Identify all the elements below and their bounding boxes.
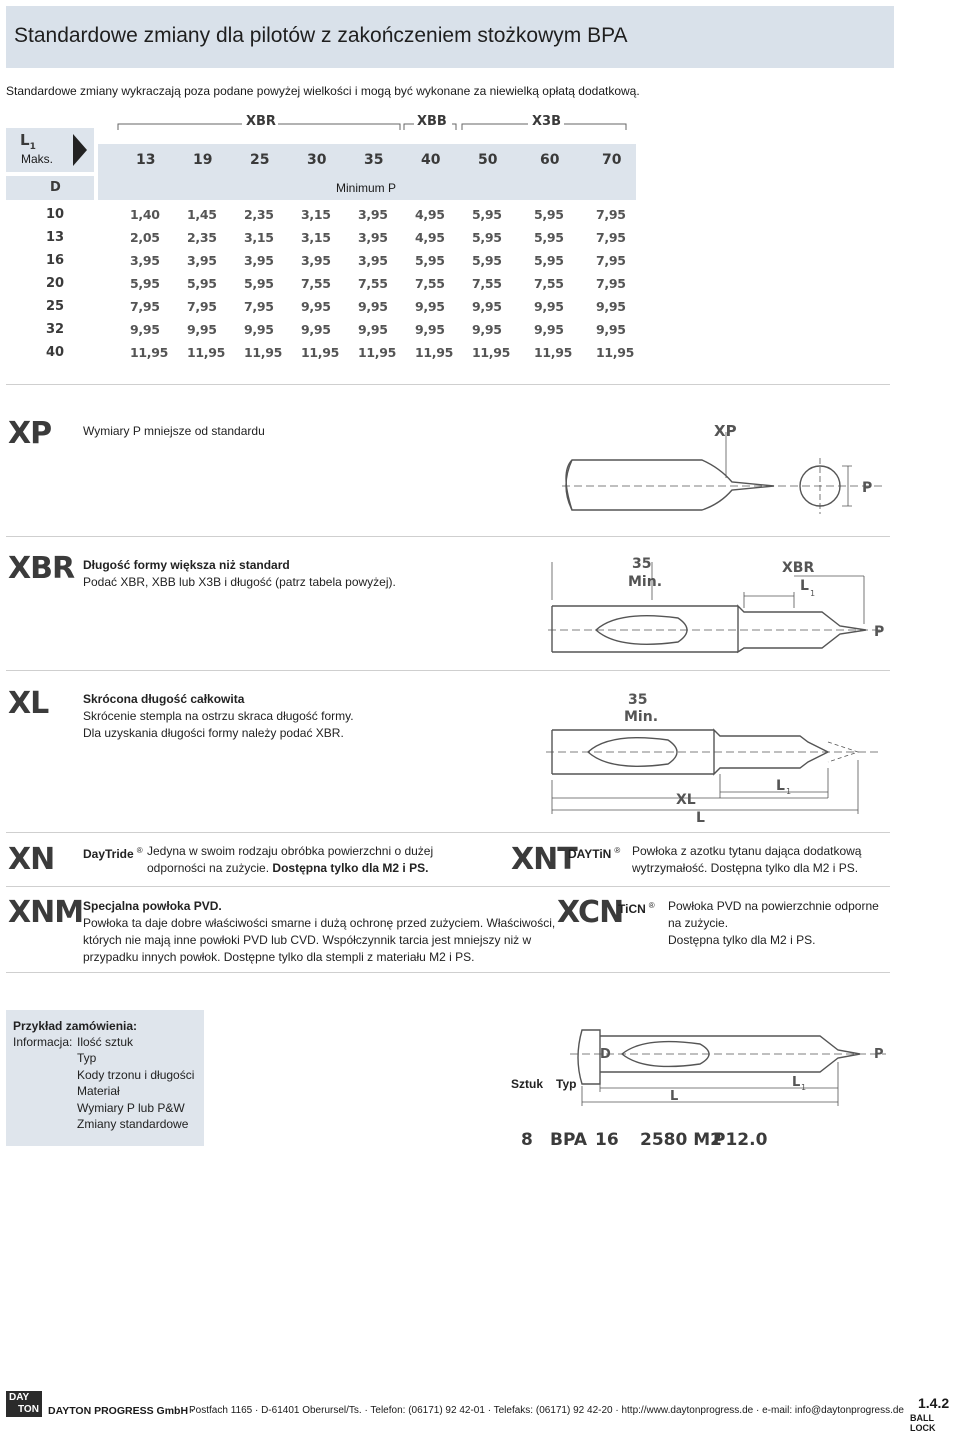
column-header: 19	[193, 152, 213, 168]
table-cell: 11,95	[187, 345, 226, 360]
xcn-code: XCN	[557, 895, 624, 930]
table-cell: 11,95	[244, 345, 283, 360]
xp-code: XP	[8, 416, 52, 451]
table-cell: 9,95	[472, 299, 502, 314]
table-cell: 3,95	[130, 253, 160, 268]
order-example-p: P12.0	[713, 1130, 768, 1150]
arrow-right-icon	[70, 132, 90, 168]
divider	[6, 384, 890, 385]
maks-label: Maks.	[21, 152, 54, 166]
table-cell: 7,95	[244, 299, 274, 314]
xnm-text-2: których nie mają inne powłoki PVD lub CVD. Współczynnik tarcia jest mniejszy niż w	[83, 933, 532, 947]
d-label: D	[50, 180, 61, 195]
footer-address: Postfach 1165 · D-61401 Oberursel/Ts. · Telefon: (06171) 92 42-01 · Telefaks: (06171) 92 42-20 · http://www.daytonprogress.de · e-mail: info@daytonprogress.de	[189, 1405, 904, 1416]
group-x3b: X3B	[532, 114, 561, 129]
table-cell: 1,45	[187, 207, 217, 222]
table-cell: 7,95	[596, 253, 626, 268]
table-cell: 11,95	[415, 345, 454, 360]
order-item-1: Ilość sztuk	[77, 1035, 134, 1049]
table-cell: 5,95	[187, 276, 217, 291]
xl-code: XL	[8, 686, 49, 721]
order-item-5: Wymiary P lub P&W	[77, 1101, 185, 1115]
footer-company: DAYTON PROGRESS GmbH ·	[48, 1405, 195, 1417]
table-cell: 9,95	[596, 299, 626, 314]
table-cell: 5,95	[472, 253, 502, 268]
table-cell: 11,95	[130, 345, 169, 360]
order-example-diameter: 16	[595, 1130, 619, 1150]
table-cell: 5,95	[472, 230, 502, 245]
table-cell: 3,15	[301, 207, 331, 222]
table-cell: 7,55	[301, 276, 331, 291]
table-cell: 7,55	[472, 276, 502, 291]
section-name: BALL LOCK	[910, 1413, 936, 1433]
table-cell: 3,95	[187, 253, 217, 268]
table-cell: 7,95	[187, 299, 217, 314]
table-cell: 3,95	[301, 253, 331, 268]
xl-fig-l1-sub: 1	[786, 787, 792, 796]
xl-fig-l1: L	[776, 778, 785, 794]
order-fig-l: L	[670, 1089, 679, 1104]
xnt-desc-1: Powłoka z azotku tytanu dająca dodatkową	[632, 844, 862, 858]
divider	[6, 886, 890, 887]
xp-drawing	[552, 412, 888, 524]
title-bar	[6, 6, 894, 68]
order-fig-d: D	[600, 1047, 611, 1062]
table-cell: 9,95	[534, 322, 564, 337]
divider	[6, 536, 890, 537]
table-cell: 7,55	[358, 276, 388, 291]
xn-desc-2: odporności na zużycie. Dostępna tylko dla M2 i PS.	[147, 861, 429, 875]
table-cell: 2,35	[187, 230, 217, 245]
order-sztuk-label: Sztuk	[511, 1077, 544, 1091]
order-heading: Przykład zamówienia:	[13, 1019, 138, 1033]
table-cell: 7,55	[534, 276, 564, 291]
table-cell: 3,15	[301, 230, 331, 245]
order-item-3: Kody trzonu i długości	[77, 1068, 195, 1082]
page-title: Standardowe zmiany dla pilotów z zakończeniem stożkowym BPA	[14, 24, 628, 47]
table-cell: 9,95	[415, 299, 445, 314]
xbr-text: Podać XBR, XBB lub X3B i długość (patrz tabela powyżej).	[83, 575, 396, 589]
table-cell: 9,95	[534, 299, 564, 314]
table-cell: 9,95	[301, 322, 331, 337]
table-cell: 5,95	[244, 276, 274, 291]
divider	[6, 670, 890, 671]
xl-text-1: Skrócenie stempla na ostrzu skraca długość formy.	[83, 709, 354, 723]
table-cell: 3,15	[244, 230, 274, 245]
xnt-desc-2: wytrzymałość. Dostępna tylko dla M2 i PS.	[632, 861, 859, 875]
xn-desc-1: Jedyna w swoim rodzaju obróbka powierzchni o dużej	[147, 844, 434, 858]
table-cell: 11,95	[472, 345, 511, 360]
table-cell: 5,95	[130, 276, 160, 291]
xbr-fig-label: XBR	[782, 560, 815, 576]
table-cell: 9,95	[596, 322, 626, 337]
xl-heading: Skrócona długość całkowita	[83, 692, 245, 706]
xl-fig-xl: XL	[676, 792, 696, 808]
xcn-desc-1: Powłoka PVD na powierzchnie odporne	[668, 899, 879, 913]
table-cell: 3,95	[358, 253, 388, 268]
order-example-box	[6, 1010, 204, 1146]
table-cell: 7,95	[596, 230, 626, 245]
xl-text-2: Dla uzyskania długości formy należy podać XBR.	[83, 726, 344, 740]
xbr-fig-p: P	[874, 624, 885, 640]
order-fig-p: P	[874, 1047, 884, 1062]
order-item-4: Materiał	[77, 1084, 120, 1098]
table-cell: 9,95	[301, 299, 331, 314]
table-cell: 5,95	[534, 207, 564, 222]
column-header: 40	[421, 152, 441, 168]
column-header: 35	[364, 152, 384, 168]
order-item-6: Zmiany standardowe	[77, 1117, 189, 1131]
xnm-text-3: przypadku innych powłok. Dostępne tylko dla stempli z materiału M2 i PS.	[83, 950, 475, 964]
table-cell: 11,95	[358, 345, 397, 360]
xp-fig-p: P	[862, 480, 873, 496]
table-cell: 11,95	[301, 345, 340, 360]
column-header: 25	[250, 152, 270, 168]
l1-label: $L_1$	[20, 131, 36, 152]
xbr-fig-min1: 35	[632, 556, 652, 572]
xl-fig-min1: 35	[628, 692, 648, 708]
table-cell: 5,95	[534, 230, 564, 245]
table-cell: 9,95	[415, 322, 445, 337]
table-cell: 3,95	[358, 230, 388, 245]
xbr-fig-l-sub: 1	[810, 589, 816, 598]
table-cell: 7,55	[415, 276, 445, 291]
table-cell: 9,95	[358, 322, 388, 337]
table-cell: 1,40	[130, 207, 160, 222]
order-item-2: Typ	[77, 1051, 97, 1065]
table-cell: 3,95	[358, 207, 388, 222]
group-xbb: XBB	[417, 114, 447, 129]
xcn-desc-2: na zużycie.	[668, 916, 729, 930]
order-drawing	[570, 1022, 890, 1118]
table-cell: 9,95	[244, 322, 274, 337]
xbr-fig-l: L	[800, 578, 809, 594]
order-fig-l1-sub: 1	[801, 1083, 807, 1092]
xp-fig-label: XP	[714, 422, 737, 440]
xcn-name: TiCN ®	[618, 901, 655, 916]
xbr-heading: Długość formy większa niż standard	[83, 558, 290, 572]
table-cell: 2,35	[244, 207, 274, 222]
table-cell: 7,95	[596, 276, 626, 291]
table-cell: 9,95	[358, 299, 388, 314]
minimum-p-table	[6, 114, 640, 368]
row-d-value: 25	[46, 299, 65, 314]
xbr-fig-min2: Min.	[628, 574, 663, 590]
column-header: 50	[478, 152, 498, 168]
column-header: 60	[540, 152, 560, 168]
group-xbr: XBR	[246, 114, 276, 129]
table-cell: 3,95	[244, 253, 274, 268]
table-cell: 9,95	[187, 322, 217, 337]
table-cell: 9,95	[472, 322, 502, 337]
row-d-value: 40	[46, 345, 65, 360]
row-d-value: 13	[46, 230, 65, 245]
table-cell: 5,95	[415, 253, 445, 268]
table-cell: 5,95	[534, 253, 564, 268]
order-fig-l1: L	[792, 1075, 801, 1090]
xn-name: DayTride ®	[83, 846, 143, 861]
table-cell: 11,95	[596, 345, 635, 360]
xnt-name: DAYTiN ®	[568, 846, 621, 861]
order-typ-label: Typ	[556, 1077, 577, 1091]
column-header: 30	[307, 152, 327, 168]
xl-fig-l: L	[696, 810, 705, 826]
page-number: 1.4.2	[918, 1395, 950, 1411]
table-cell: 4,95	[415, 230, 445, 245]
row-d-value: 32	[46, 322, 65, 337]
divider	[6, 972, 890, 973]
xnt-code: XNT	[511, 842, 577, 877]
table-cell: 7,95	[130, 299, 160, 314]
table-cell: 11,95	[534, 345, 573, 360]
row-d-value: 16	[46, 253, 65, 268]
order-example-code: 2580 M2	[640, 1130, 722, 1150]
order-example-type: BPA	[550, 1130, 588, 1150]
table-cell: 9,95	[130, 322, 160, 337]
table-cell: 2,05	[130, 230, 160, 245]
xnm-code: XNM	[8, 895, 84, 930]
xl-drawing	[546, 688, 886, 826]
table-cell: 5,95	[472, 207, 502, 222]
xbr-drawing	[548, 552, 888, 660]
xp-text: Wymiary P mniejsze od standardu	[83, 424, 265, 438]
dayton-logo: DAY TON	[6, 1391, 42, 1417]
xn-code: XN	[8, 842, 55, 877]
divider	[6, 832, 890, 833]
column-header: 70	[602, 152, 622, 168]
intro-text: Standardowe zmiany wykraczają poza podane powyżej wielkości i mogą być wykonane za niewielką opłatą dodatkową.	[6, 84, 640, 98]
table-cell: 7,95	[596, 207, 626, 222]
xbr-code: XBR	[8, 551, 75, 586]
xnm-text-1: Powłoka ta daje dobre właściwości smarne i dużą ochronę przed zużyciem. Właściwości,	[83, 916, 556, 930]
xnm-heading: Specjalna powłoka PVD.	[83, 899, 222, 913]
order-example-qty: 8	[521, 1130, 533, 1150]
xl-fig-min2: Min.	[624, 709, 659, 725]
xcn-desc-3: Dostępna tylko dla M2 i PS.	[668, 933, 816, 947]
row-d-value: 10	[46, 207, 65, 222]
order-info-label: Informacja:	[13, 1035, 73, 1049]
row-d-value: 20	[46, 276, 65, 291]
column-header: 13	[136, 152, 156, 168]
minimum-label: Minimum P	[336, 181, 397, 195]
table-cell: 4,95	[415, 207, 445, 222]
